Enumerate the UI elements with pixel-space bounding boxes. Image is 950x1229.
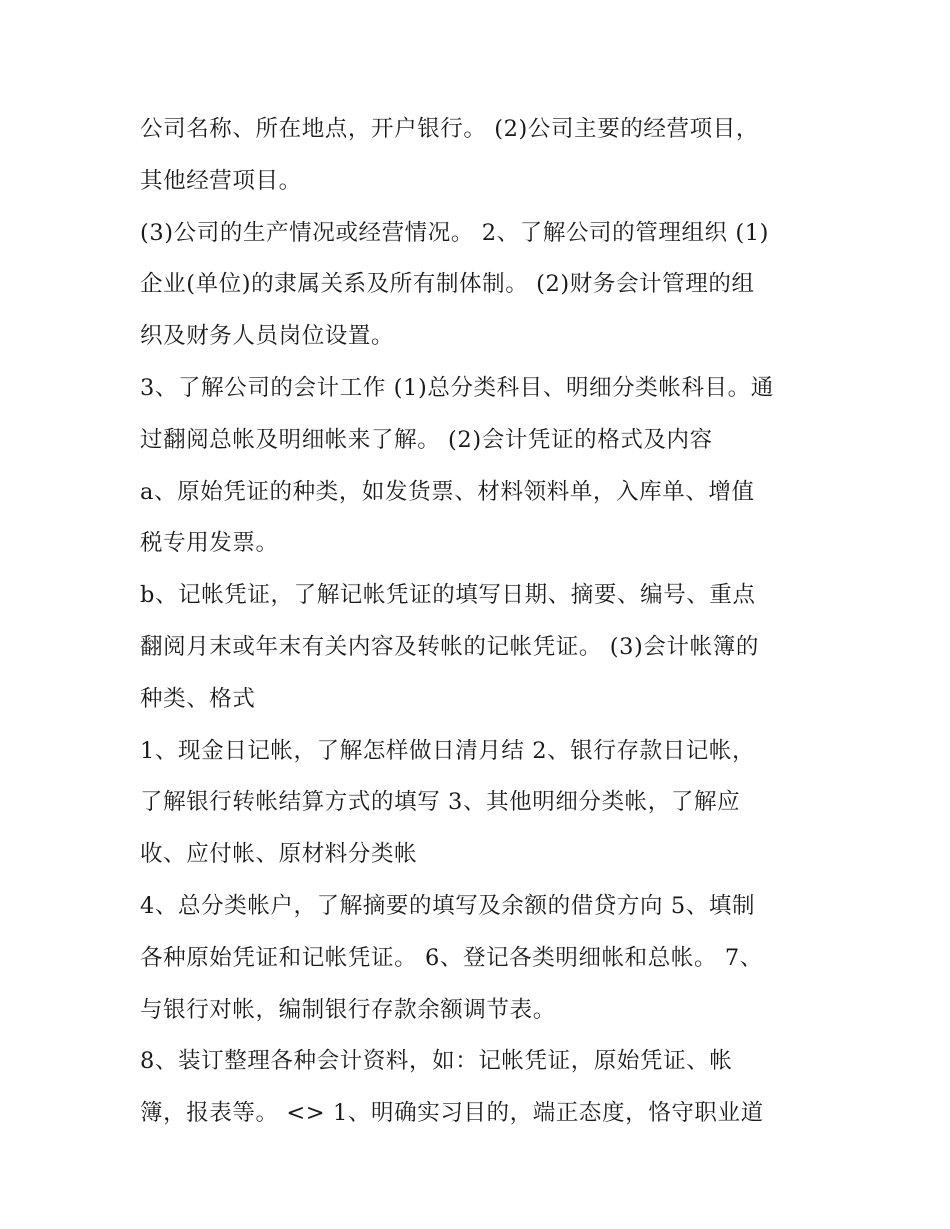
text-line: 各种原始凭证和记帐凭证。 6、登记各类明细帐和总帐。 7、 [140, 944, 763, 971]
text-line: 种类、格式 [140, 685, 256, 712]
text-line: 与银行对帐，编制银行存款余额调节表。 [140, 996, 556, 1023]
text-line: 公司名称、所在地点，开户银行。 (2)公司主要的经营项目， [140, 116, 759, 142]
text-line: 簿，报表等。 <> 1、明确实习目的，端正态度，恪守职业道 [140, 1100, 764, 1127]
text-line: 3、了解公司的会计工作 (1)总分类科目、明细分类帐科目。通 [140, 374, 774, 401]
text-line: (3)公司的生产情况或经营情况。 2、了解公司的管理组织 (1) [140, 219, 770, 246]
text-line: a、原始凭证的种类，如发货票、材料领料单，入库单、增值 [140, 478, 755, 505]
text-line: 其他经营项目。 [140, 167, 302, 194]
text-line: 4、总分类帐户，了解摘要的填写及余额的借贷方向 5、填制 [140, 892, 756, 919]
text-line: 1、现金日记帐，了解怎样做日清月结 2、银行存款日记帐， [140, 737, 756, 764]
text-line: 了解银行转帐结算方式的填写 3、其他明细分类帐，了解应 [140, 789, 741, 816]
text-line: 织及财务人员岗位设置。 [140, 323, 395, 350]
text-line: 8、装订整理各种会计资料，如：记帐凭证，原始凭证、帐 [140, 1048, 733, 1075]
document-body [140, 104, 820, 1140]
text-line: 企业(单位)的隶属关系及所有制体制。 (2)财务会计管理的组 [140, 271, 755, 298]
text-line: b、记帐凭证，了解记帐凭证的填写日期、摘要、编号、重点 [140, 582, 756, 609]
text-line: 过翻阅总帐及明细帐来了解。 (2)会计凭证的格式及内容 [140, 426, 713, 453]
text-line: 税专用发票。 [140, 530, 279, 557]
text-line: 收、应付帐、原材料分类帐 [140, 841, 418, 868]
text-line: 翻阅月末或年末有关内容及转帐的记帐凭证。 (3)会计帐簿的 [140, 633, 759, 660]
